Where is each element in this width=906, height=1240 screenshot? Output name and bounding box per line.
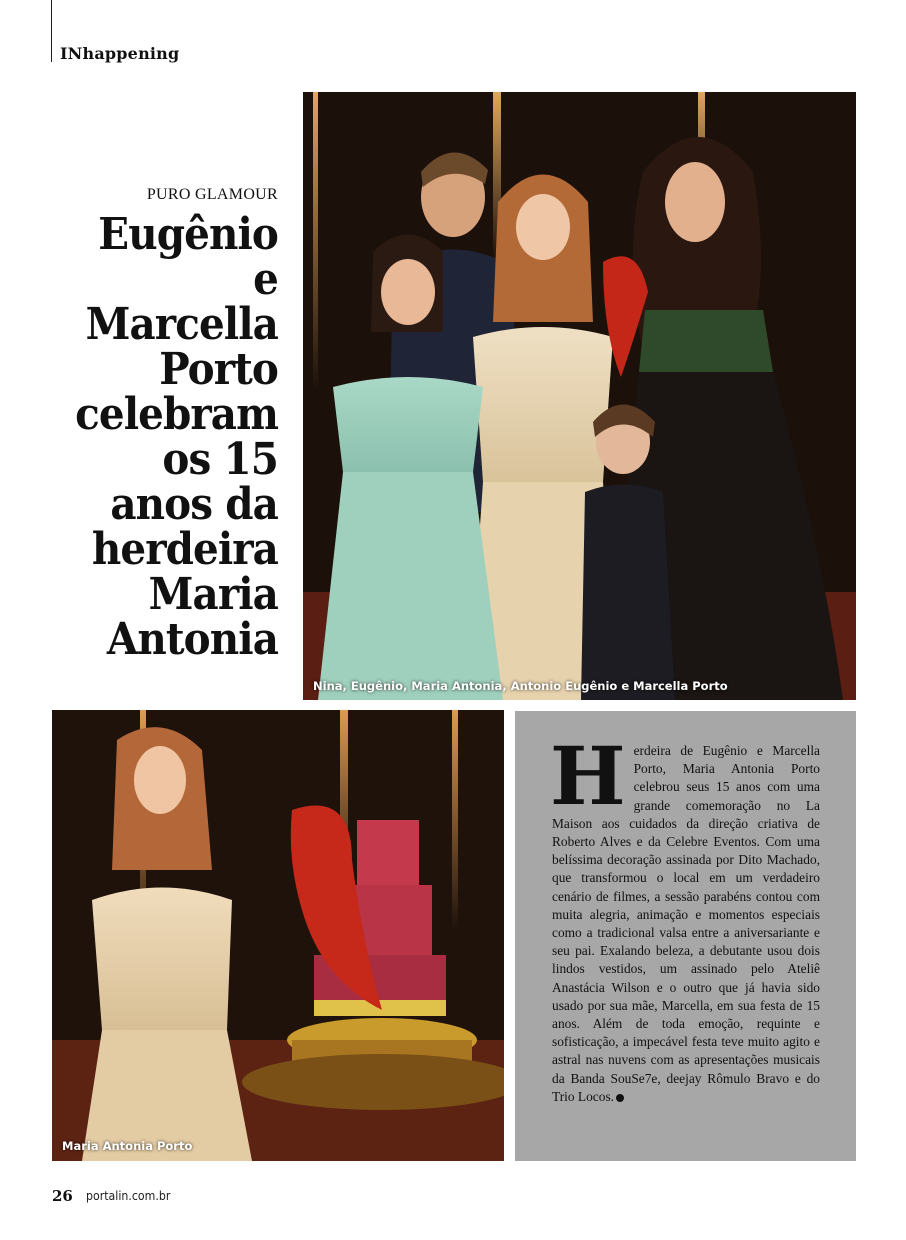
cake-photo-illustration: [52, 710, 504, 1161]
page-number: 26: [52, 1187, 73, 1205]
site-url: portalin.com.br: [86, 1188, 171, 1203]
end-mark-icon: [616, 1094, 624, 1102]
headline: Eugênio e Marcella Porto celebram os 15 anos da herdeira Maria Antonia: [75, 209, 278, 665]
article-body: [550, 729, 820, 1106]
cake-photo-caption: Maria Antonia Porto: [62, 1139, 193, 1153]
section-label: INhappening: [60, 44, 180, 63]
article-body-text: erdeira de Eugênio e Marcella Porto, Maria Antonia Porto celebrou seus 15 anos com uma grande comemoração no La Maison aos cuidados da direção criativa de Roberto Alves e da Celebre Eventos. Com uma belíssima decoração assinada por Dito Machado, que transformou o local em um verdadeiro cenário de filmes, a sessão parabéns contou com muita alegria, animação e momentos especiais como a tradicional valsa entre a aniversariante e seu pai. Exalando beleza, a debutante usou dois lindos vestidos, um assinado pelo Ateliê Anastácia Wilson e o outro que já havia sido usado por sua mãe, Marcella, em sua festa de 15 anos. Além de toda emoção, requinte e sofisticação, a impecável festa teve muito agito e astral nas nuvens com as apresentações musicais da Banda SouSe7e, deejay Rômulo Bravo e do Trio Locos.: [552, 743, 820, 1104]
cake-photo: [52, 710, 504, 1161]
main-photo-caption: Nina, Eugênio, Maria Antonia, Antonio Eugênio e Marcella Porto: [313, 679, 728, 693]
kicker: PURO GLAMOUR: [146, 186, 278, 203]
drop-cap: H: [550, 729, 626, 823]
margin-rule: [51, 0, 52, 62]
family-photo: [303, 92, 856, 700]
family-photo-illustration: [303, 92, 856, 700]
